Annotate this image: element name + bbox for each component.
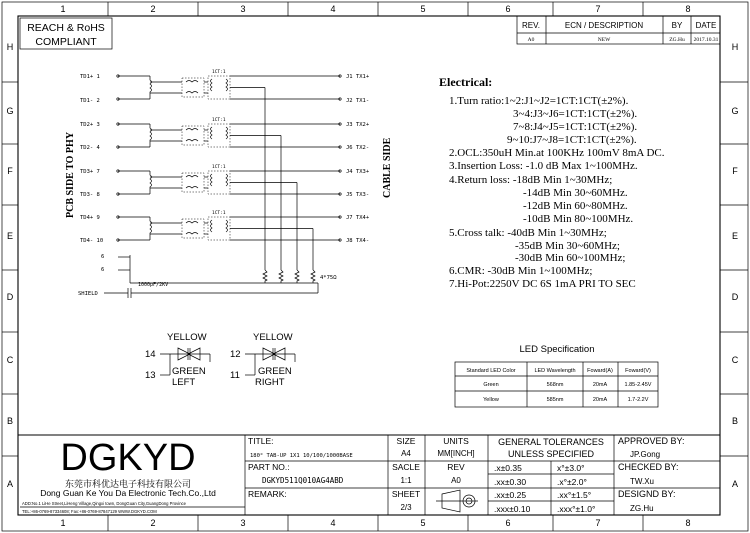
- row-label: E: [731, 231, 739, 241]
- channel-4: [117, 210, 341, 283]
- led-spec-table: [455, 344, 658, 407]
- cable-side-label: CABLE SIDE: [382, 137, 393, 198]
- tolerance-cell: .xxx±0.10: [494, 504, 531, 514]
- designed-value: ZG.Hu: [630, 504, 654, 513]
- sheet-value: 2/3: [400, 503, 412, 512]
- row-label: B: [731, 416, 739, 426]
- checked-value: TW.Xu: [630, 477, 655, 486]
- column-labels-top: [60, 4, 690, 14]
- channel-3: [117, 164, 341, 283]
- row-label: G: [6, 106, 14, 116]
- note-line: 5.Cross talk: -40dB Min 1~30MHz;: [449, 227, 607, 239]
- electrical-notes: [439, 75, 665, 290]
- transformer-coil-icon: [211, 127, 213, 139]
- transformer-coil-icon: [226, 174, 228, 186]
- tolerance-title1: GENERAL TOLERANCES: [498, 437, 604, 447]
- pin-label: 6: [101, 254, 105, 260]
- spec-cell: 20mA: [592, 397, 608, 403]
- col-label: 3: [240, 518, 246, 528]
- transformer-coil-icon: [211, 220, 213, 232]
- pin-label: TD3- 8: [80, 192, 100, 198]
- note-line: 7~8:J4~J5=1CT:1CT(±2%).: [513, 121, 638, 133]
- primary-coil-icon: [150, 217, 152, 240]
- note-line: -14dB Min 30~60MHz.: [523, 187, 628, 199]
- col-label: 8: [685, 518, 691, 528]
- spec-header: LED Wavelength: [534, 368, 576, 374]
- sheet-label: SHEET: [391, 489, 421, 499]
- ratio-label: 1CT:1: [212, 165, 226, 170]
- spec-cell: 1.7-2.2V: [627, 397, 649, 403]
- row-label: E: [6, 231, 14, 241]
- col-label: 2: [150, 518, 156, 528]
- transformer-coil-icon: [211, 174, 213, 186]
- spec-cell: Yellow: [483, 397, 499, 403]
- row-label: A: [731, 479, 739, 489]
- transformer-coil-icon: [226, 220, 228, 232]
- row-labels-right: [731, 42, 738, 489]
- col-label: 4: [330, 518, 336, 528]
- resistor-icon: [311, 270, 315, 283]
- projection-symbol-icon: [436, 490, 478, 512]
- scale-value: 1:1: [400, 476, 412, 485]
- spec-header: Standard LED Color: [466, 368, 516, 374]
- approved-label: APPROVED BY:: [618, 436, 685, 446]
- row-label: A: [6, 479, 14, 489]
- led-spec-title: LED Specification: [519, 344, 595, 355]
- led-right-pin-bottom: 11: [230, 370, 240, 381]
- led-left: [145, 332, 210, 388]
- led-left-color-top: YELLOW: [167, 332, 207, 343]
- part-value: DGKYD511Q010AG4ABD: [262, 476, 344, 485]
- ecn-value: NEW: [597, 37, 611, 43]
- channel-1: [117, 69, 341, 283]
- choke-coil-icon: [186, 140, 198, 142]
- led-right-pin-top: 12: [230, 349, 241, 360]
- electrical-title: Electrical:: [439, 75, 493, 89]
- col-label: 7: [595, 518, 601, 528]
- compliance-line1: REACH & RoHS: [27, 22, 105, 34]
- units-value: MM[INCH]: [437, 449, 475, 458]
- choke-coil-icon: [186, 233, 198, 235]
- spec-cell: 20mA: [592, 382, 608, 388]
- note-line: 6.CMR: -30dB Min 1~100MHz;: [449, 265, 593, 277]
- pin-label: J6 TX2-: [346, 145, 370, 151]
- row-label: H: [731, 42, 739, 52]
- pin-label: J4 TX3+: [346, 169, 370, 175]
- spec-header: Foward(A): [587, 368, 613, 374]
- company-logo: DGKYD: [60, 437, 196, 479]
- col-label: 8: [685, 4, 691, 14]
- choke-coil-icon: [186, 81, 198, 83]
- pin-label: TD1+ 1: [80, 74, 100, 80]
- col-label: 5: [420, 4, 426, 14]
- row-label: C: [731, 355, 739, 365]
- pcb-side-label: PCB SIDE TO PHY: [65, 131, 76, 218]
- pin-label: J2 TX1-: [346, 98, 370, 104]
- primary-coil-icon: [150, 171, 152, 194]
- pin-label: TD4+ 9: [80, 215, 100, 221]
- row-labels-left: [6, 42, 13, 489]
- pin-label: 6: [101, 267, 105, 273]
- designed-label: DESIGND BY:: [618, 489, 676, 499]
- note-line: 3.Insertion Loss: -1.0 dB Max 1~100MHz.: [449, 160, 638, 172]
- units-label: UNITS: [443, 436, 469, 446]
- pin-label: J3 TX2+: [346, 122, 370, 128]
- checked-label: CHECKED BY:: [618, 462, 679, 472]
- note-line: 2.OCL:350uH Min.at 100KHz 100mV 8mA DC.: [449, 147, 665, 159]
- col-label: 6: [505, 518, 511, 528]
- col-label: 5: [420, 518, 426, 528]
- rev-value: A0: [451, 476, 461, 485]
- col-label: 1: [60, 518, 66, 528]
- shield-label: SHIELD: [78, 291, 98, 297]
- shield-connection: [78, 282, 318, 298]
- tolerance-cell: .x°±2.0°: [557, 477, 587, 487]
- col-label: 1: [60, 4, 66, 14]
- ratio-label: 1CT:1: [212, 118, 226, 123]
- row-label: B: [6, 416, 14, 426]
- led-left-pin-top: 14: [145, 349, 156, 360]
- note-line: 4.Return loss: -18dB Min 1~30MHz;: [449, 174, 613, 186]
- spec-cell: 1.85-2.45V: [624, 382, 652, 388]
- ratio-label: 1CT:1: [212, 211, 226, 216]
- note-line: 1.Turn ratio:1~2:J1~J2=1CT:1CT(±2%).: [449, 95, 629, 107]
- company-name-en: Dong Guan Ke You Da Electronic Tech.Co.,Ltd: [40, 488, 216, 498]
- led-left-pin-bottom: 13: [145, 370, 156, 381]
- resistor-icon: [295, 270, 299, 283]
- date-value: 2017.10.31: [693, 37, 719, 43]
- row-label: F: [7, 166, 13, 176]
- right-pin-labels: [346, 74, 370, 244]
- pin-label: J8 TX4-: [346, 238, 370, 244]
- resistor-label: 4*75Ω: [320, 275, 337, 281]
- pin-label: J7 TX4+: [346, 215, 370, 221]
- choke-coil-icon: [186, 176, 198, 178]
- note-line: -35dB Min 30~60MHz;: [515, 240, 620, 252]
- tolerance-title2: UNLESS SPECIFIED: [507, 449, 595, 459]
- led-left-side: LEFT: [172, 377, 196, 388]
- rev-header: REV.: [522, 21, 540, 30]
- led-right-color-top: YELLOW: [253, 332, 293, 343]
- schematic: [65, 69, 393, 298]
- spec-header: Foward(V): [625, 368, 651, 374]
- pin-label: TD2- 4: [80, 145, 100, 151]
- led-right-color-bottom: GREEN: [258, 366, 292, 377]
- primary-coil-icon: [150, 76, 152, 99]
- by-header: BY: [671, 21, 683, 30]
- row-label: G: [731, 106, 739, 116]
- spec-cell: 568nm: [546, 382, 564, 388]
- spec-cell: Green: [483, 382, 499, 388]
- company-address: ADD:No.1 LiHe Street,LiHeng Village,Qingxi town, DongGuan City,GuangDong Province: [22, 501, 186, 506]
- led-right: [230, 332, 295, 388]
- resistor-icon: [263, 270, 267, 283]
- title-block: [18, 435, 720, 515]
- by-value: ZG.Hu: [669, 37, 685, 43]
- transformer-coil-icon: [226, 79, 228, 91]
- col-label: 2: [150, 4, 156, 14]
- transformer-coil-icon: [211, 79, 213, 91]
- row-label: D: [6, 292, 14, 302]
- left-pin-labels: [80, 74, 104, 273]
- col-label: 7: [595, 4, 601, 14]
- compliance-box: [20, 18, 112, 49]
- col-label: 6: [505, 4, 511, 14]
- row-label: F: [732, 166, 738, 176]
- termination-network: [118, 255, 337, 283]
- ecn-header: ECN / DESCRIPTION: [564, 21, 644, 30]
- pin-label: TD1- 2: [80, 98, 100, 104]
- channel-2: [117, 117, 341, 283]
- primary-coil-icon: [150, 124, 152, 147]
- pin-label: J5 TX3-: [346, 192, 370, 198]
- col-label: 3: [240, 4, 246, 14]
- led-left-color-bottom: GREEN: [172, 366, 206, 377]
- row-label: H: [6, 42, 14, 52]
- col-label: 4: [330, 4, 336, 14]
- row-label: D: [731, 292, 739, 302]
- scale-label: SACLE: [392, 462, 420, 472]
- revision-table: [517, 16, 720, 44]
- remark-label: REMARK:: [248, 489, 287, 499]
- size-label: SIZE: [396, 436, 416, 446]
- note-line: -10dB Min 80~100MHz.: [523, 213, 634, 225]
- ratio-label: 1CT:1: [212, 70, 226, 75]
- company-name-cn: 东莞市科优达电子科技有限公司: [64, 479, 192, 489]
- tolerance-cell: .xx±0.30: [494, 477, 527, 487]
- note-line: 9~10:J7~J8=1CT:1CT(±2%).: [507, 134, 637, 146]
- led-right-side: RIGHT: [255, 377, 285, 388]
- compliance-line2: COMPLIANT: [35, 36, 97, 48]
- tolerance-cell: .xxx°±1.0°: [557, 504, 596, 514]
- note-line: 3~4:J3~J6=1CT:1CT(±2%).: [513, 108, 638, 120]
- part-label: PART NO.:: [248, 462, 290, 472]
- tolerance-cell: .xx°±1.5°: [557, 490, 592, 500]
- rev-label: REV: [447, 462, 465, 472]
- choke-coil-icon: [186, 92, 198, 94]
- pin-label: TD4- 10: [80, 238, 104, 244]
- cap-label: 1000pF/2KV: [138, 282, 169, 288]
- choke-coil-icon: [186, 129, 198, 131]
- spec-cell: 585nm: [546, 397, 564, 403]
- row-label: C: [6, 355, 14, 365]
- size-value: A4: [401, 449, 411, 458]
- transformer-coil-icon: [226, 127, 228, 139]
- date-header: DATE: [695, 21, 717, 30]
- resistor-icon: [279, 270, 283, 283]
- pin-label: TD3+ 7: [80, 169, 100, 175]
- note-line: 7.Hi-Pot:2250V DC 6S 1mA PRI TO SEC: [449, 278, 636, 290]
- note-line: -30dB Min 60~100MHz;: [515, 252, 626, 264]
- title-label: TITLE:: [248, 436, 274, 446]
- approved-value: JP.Gong: [630, 450, 661, 459]
- pin-label: J1 TX1+: [346, 74, 370, 80]
- column-labels-bottom: [60, 518, 690, 528]
- title-value: 180° TAB-UP 1X1 10/100/1000BASE: [250, 453, 353, 459]
- rev-value: A0: [527, 37, 535, 43]
- tolerance-cell: .xx±0.25: [494, 490, 527, 500]
- choke-coil-icon: [186, 187, 198, 189]
- choke-coil-icon: [186, 222, 198, 224]
- pin-label: TD2+ 3: [80, 122, 100, 128]
- tolerance-cell: .x±0.35: [494, 463, 522, 473]
- tolerance-cell: x°±3.0°: [557, 463, 585, 473]
- note-line: -12dB Min 60~80MHz.: [523, 200, 628, 212]
- company-contact: TEL:+86-0769-87334608; Fax:+86-0769-87847129 WWW.DGKYD.COM: [22, 509, 157, 514]
